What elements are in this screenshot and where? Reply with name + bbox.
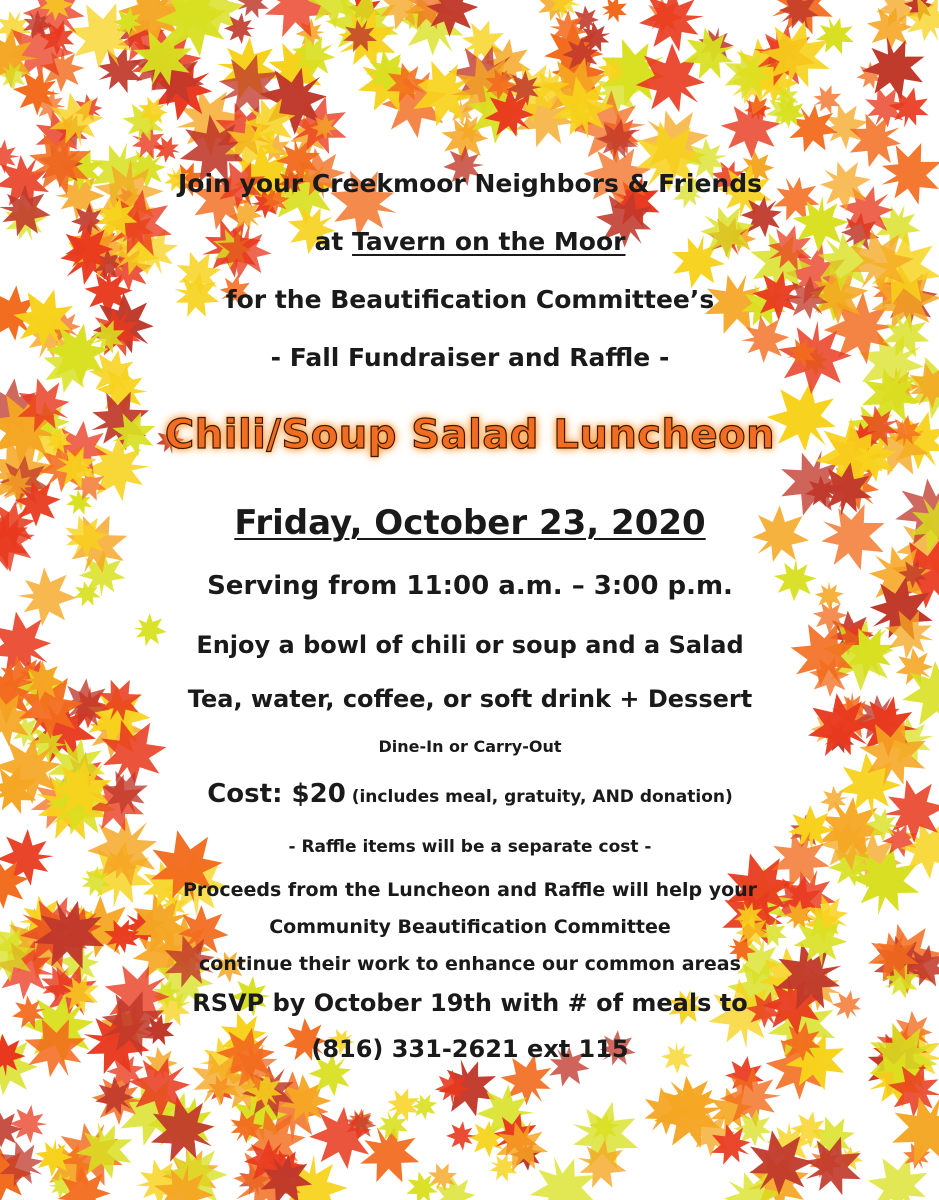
proceeds-line-1: Proceeds from the Luncheon and Raffle will help your xyxy=(182,879,758,901)
event-headline: Chili/Soup Salad Luncheon xyxy=(164,412,776,458)
drinks-line: Tea, water, coffee, or soft drink + Dessert xyxy=(187,685,753,713)
cost-line xyxy=(140,780,800,810)
cost-label: Cost: $20 xyxy=(207,779,346,809)
venue-name: Tavern on the Moor xyxy=(352,227,626,256)
raffle-note: - Raffle items will be a separate cost - xyxy=(288,837,652,857)
cost-note: (includes meal, gratuity, AND donation) xyxy=(345,787,733,807)
rsvp-line: RSVP by October 19th with # of meals to xyxy=(192,989,748,1017)
invite-line-4: - Fall Fundraiser and Raffle - xyxy=(270,343,670,372)
proceeds-line-2: Community Beautification Committee xyxy=(269,916,671,938)
invite-prefix: at xyxy=(314,227,353,256)
serving-hours: Serving from 11:00 a.m. – 3:00 p.m. xyxy=(207,571,733,601)
invite-line-2 xyxy=(140,228,800,257)
proceeds-line-3: continue their work to enhance our common areas xyxy=(199,953,741,975)
dine-options: Dine-In or Carry-Out xyxy=(378,737,562,756)
event-date: Friday, October 23, 2020 xyxy=(234,503,706,543)
invite-line-3: for the Beautification Committee’s xyxy=(225,285,715,314)
rsvp-phone: (816) 331-2621 ext 115 xyxy=(311,1035,629,1063)
invite-line-1: Join your Creekmoor Neighbors & Friends xyxy=(177,169,763,198)
menu-line: Enjoy a bowl of chili or soup and a Salad xyxy=(196,631,744,659)
